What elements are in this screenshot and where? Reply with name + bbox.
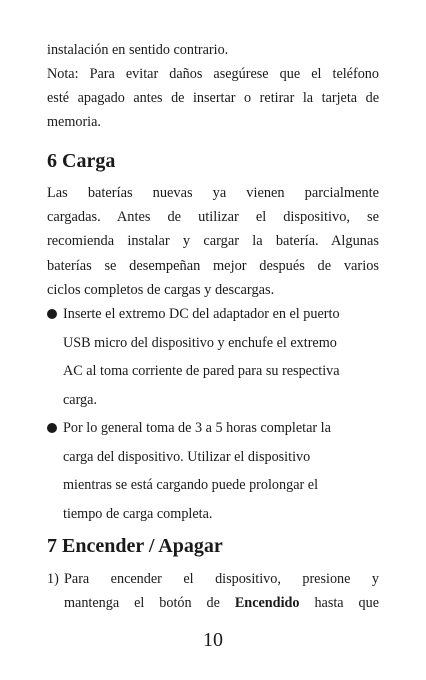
- text-line: esté apagado antes de insertar o retirar la tarjeta de: [47, 90, 379, 106]
- text-line: carga del dispositivo. Utilizar el dispositivo: [63, 448, 311, 465]
- numbered-item: [47, 567, 379, 615]
- text-line: Las baterías nuevas ya vienen parcialmente: [47, 185, 379, 201]
- text-fragment: hasta que: [314, 595, 380, 611]
- text-line: USB micro del dispositivo y enchufe el extremo: [63, 334, 337, 351]
- bullet-item: [47, 300, 379, 414]
- text-line: memoria.: [47, 114, 101, 130]
- text-line-mixed: [64, 591, 379, 615]
- bullet-item: [47, 414, 379, 528]
- page-number: 10: [203, 629, 223, 651]
- section-heading-carga: 6 Carga: [47, 150, 116, 172]
- text-line: carga.: [63, 391, 97, 408]
- item-number: 1): [47, 571, 59, 587]
- text-line: Por lo general toma de 3 a 5 horas completar la: [63, 420, 331, 436]
- text-line: recomienda instalar y cargar la batería. Algunas: [47, 233, 379, 250]
- text-line: Para encender el dispositivo, presione y: [64, 571, 379, 587]
- text-line: AC al toma corriente de pared para su respectiva: [63, 363, 340, 380]
- text-line: baterías se desempeñan mejor después de varios: [47, 257, 379, 274]
- text-line: mientras se está cargando puede prolongar el: [63, 477, 319, 494]
- bullet-dot-icon: [47, 309, 57, 319]
- text-line: cargadas. Antes de utilizar el dispositivo, se: [47, 209, 379, 226]
- text-line: ciclos completos de cargas y descargas.: [47, 281, 275, 298]
- text-line: Inserte el extremo DC del adaptador en el puerto: [63, 306, 340, 322]
- text-fragment: mantenga el botón de: [64, 595, 220, 611]
- charging-paragraph: [47, 181, 379, 302]
- bullet-dot-icon: [47, 423, 57, 433]
- continued-paragraph: [47, 38, 379, 134]
- bold-term: Encendido: [234, 595, 300, 611]
- text-line: tiempo de carga completa.: [63, 505, 213, 522]
- text-line: Nota: Para evitar daños asegúrese que el teléfono: [47, 66, 379, 82]
- section-heading-encender: 7 Encender / Apagar: [47, 535, 223, 557]
- text-line: instalación en sentido contrario.: [47, 42, 229, 58]
